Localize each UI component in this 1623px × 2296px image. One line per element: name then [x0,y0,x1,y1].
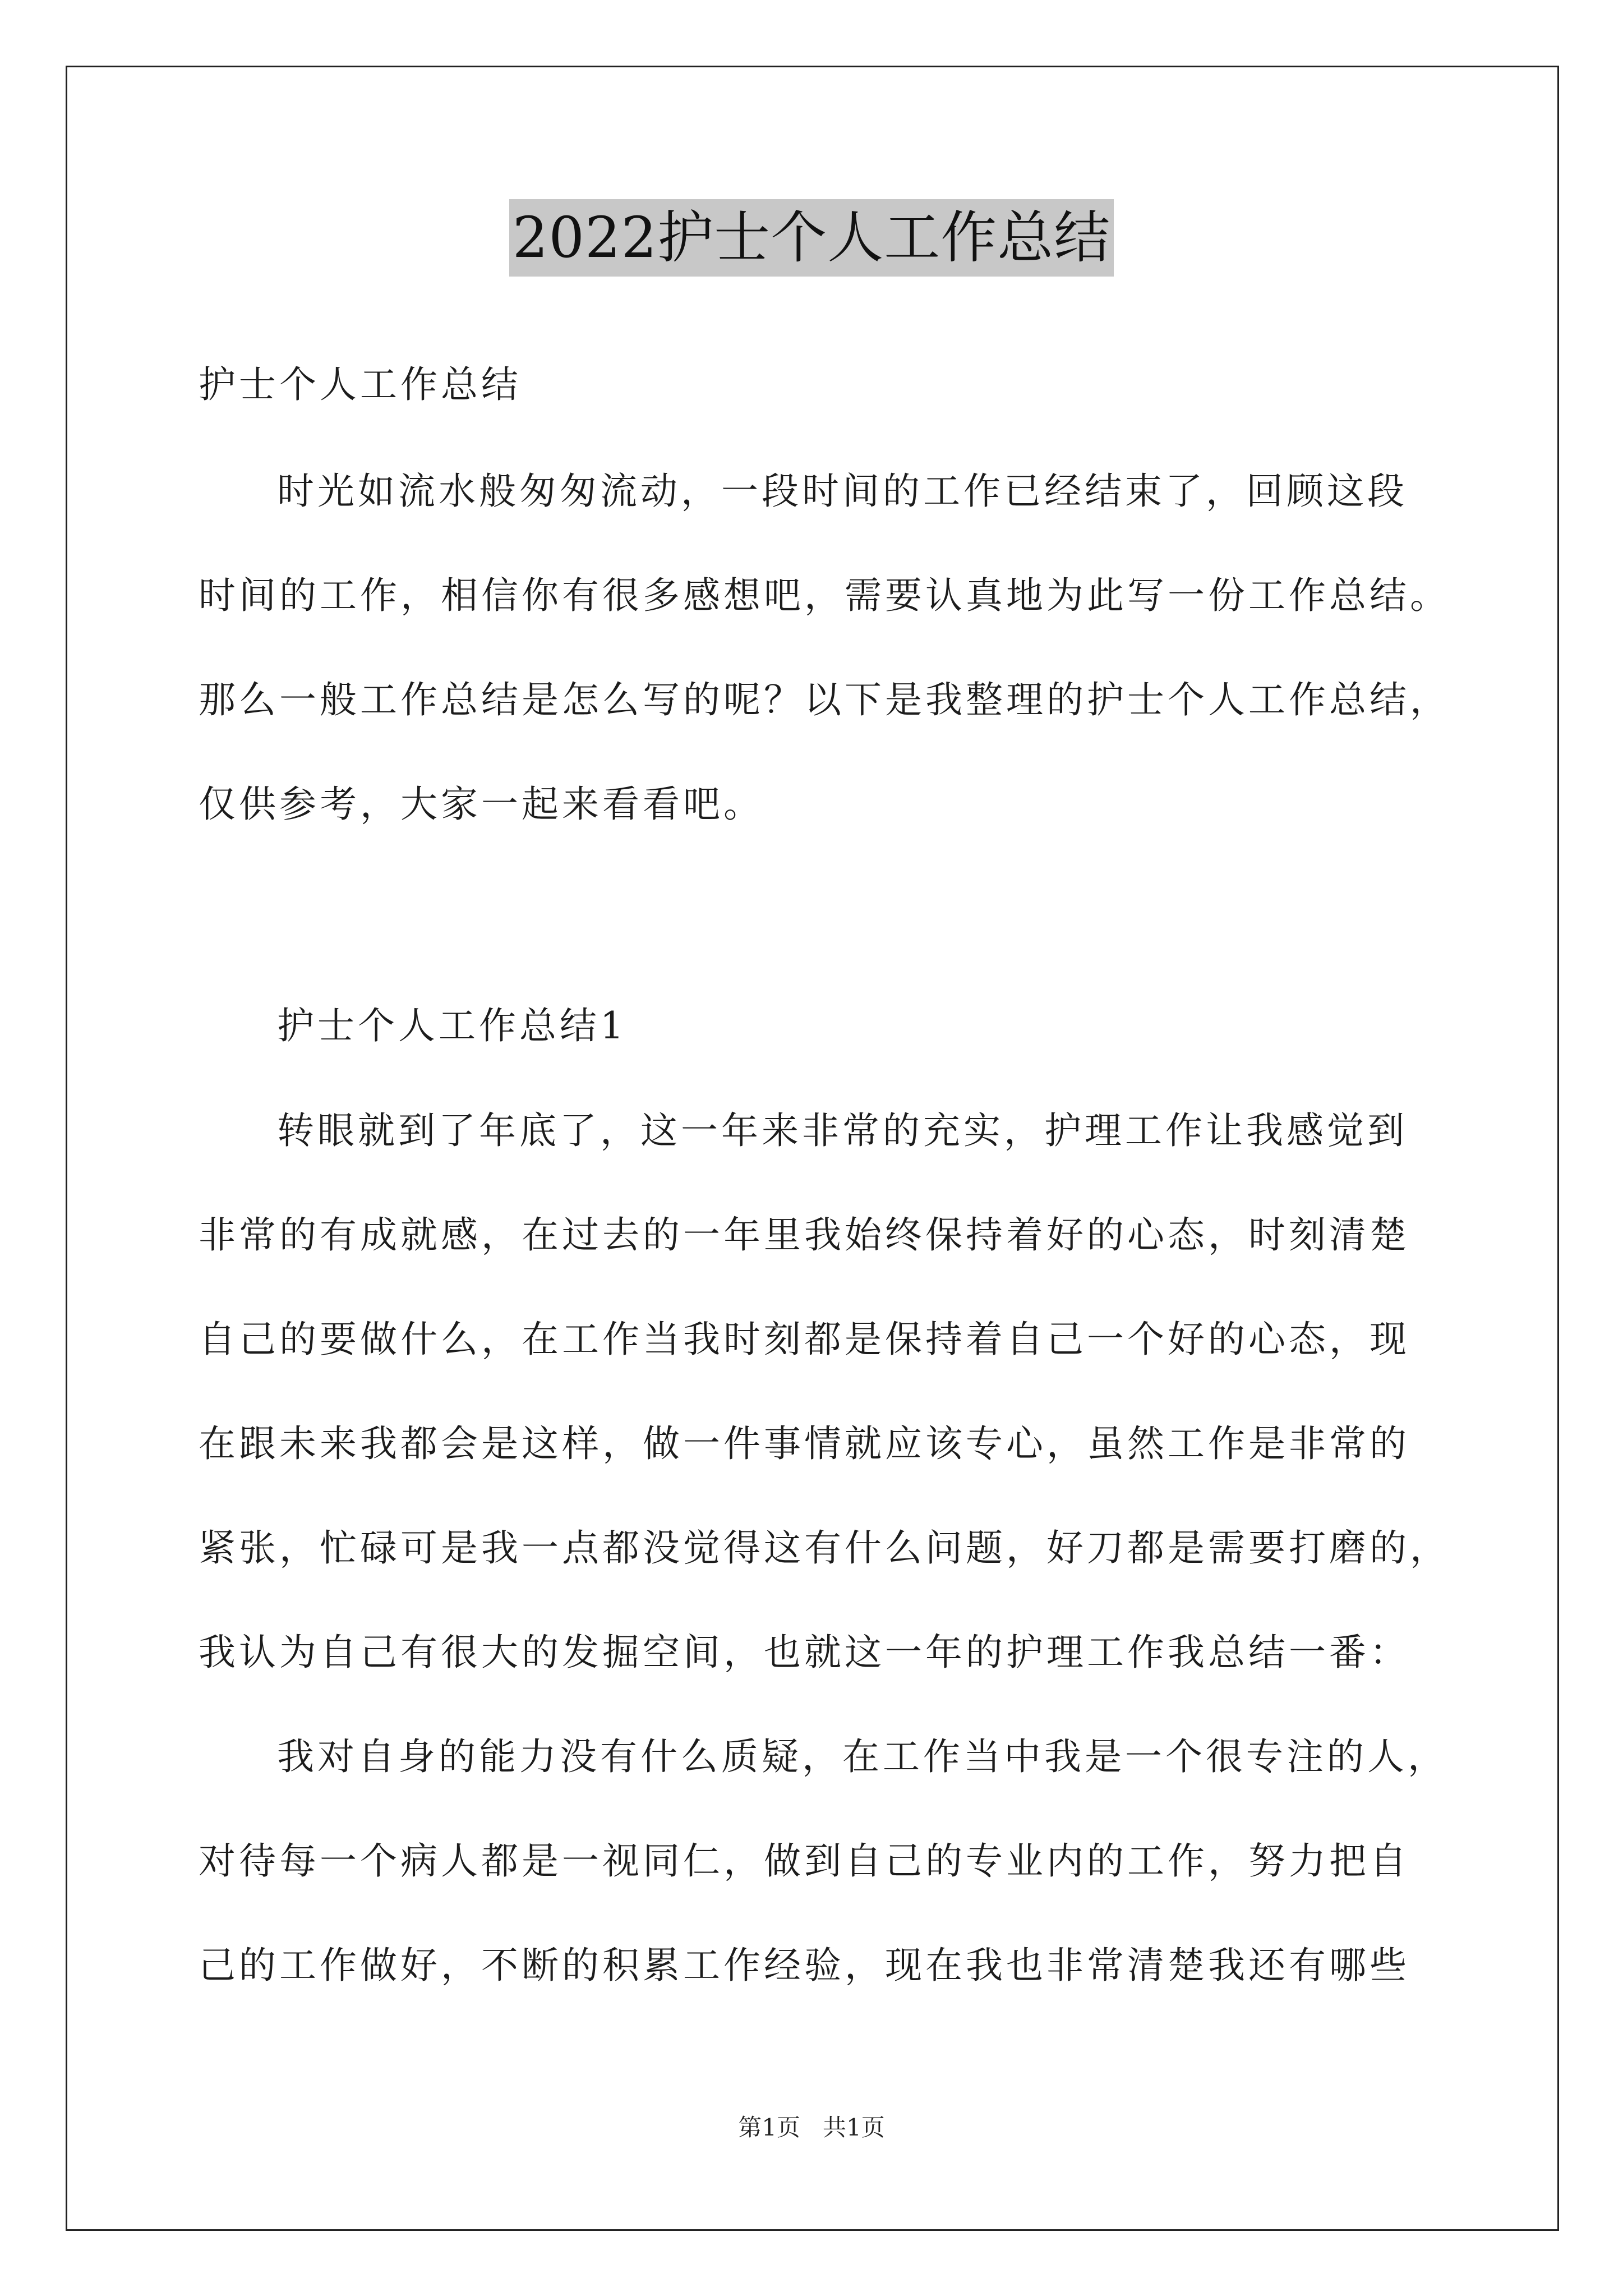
section-line: 非常的有成就感，在过去的一年里我始终保持着好的心态，时刻清楚 [199,1213,1410,1257]
intro-line: 时间的工作，相信你有很多感想吧，需要认真地为此写一份工作总结。 [199,574,1450,617]
section-line: 自己的要做什么，在工作当我时刻都是保持着自己一个好的心态，现 [199,1318,1410,1361]
document-subtitle: 护士个人工作总结 [199,363,522,406]
section-line: 转眼就到了年底了，这一年来非常的充实，护理工作让我感觉到 [277,1109,1408,1152]
intro-line: 仅供参考，大家一起来看看吧。 [199,783,764,826]
intro-line: 那么一般工作总结是怎么写的呢？以下是我整理的护士个人工作总结， [199,678,1450,721]
document-title: 2022护士个人工作总结 [509,199,1114,277]
section-line: 在跟未来我都会是这样，做一件事情就应该专心，虽然工作是非常的 [199,1422,1410,1465]
section-heading: 护士个人工作总结1 [277,1004,627,1047]
section-line: 紧张，忙碌可是我一点都没觉得这有什么问题，好刀都是需要打磨的， [199,1526,1450,1570]
section-line: 己的工作做好，不断的积累工作经验，现在我也非常清楚我还有哪些 [199,1944,1410,1987]
intro-line: 时光如流水般匆匆流动，一段时间的工作已经结束了，回顾这段 [277,470,1408,513]
section-line: 我认为自己有很大的发掘空间，也就这一年的护理工作我总结一番： [199,1631,1410,1674]
title-container [0,199,1623,277]
page-footer: 第1页 共1页 [738,2114,885,2141]
section-line: 我对自身的能力没有什么质疑，在工作当中我是一个很专注的人， [277,1735,1448,1778]
section-line: 对待每一个病人都是一视同仁，做到自己的专业内的工作，努力把自 [199,1839,1410,1883]
